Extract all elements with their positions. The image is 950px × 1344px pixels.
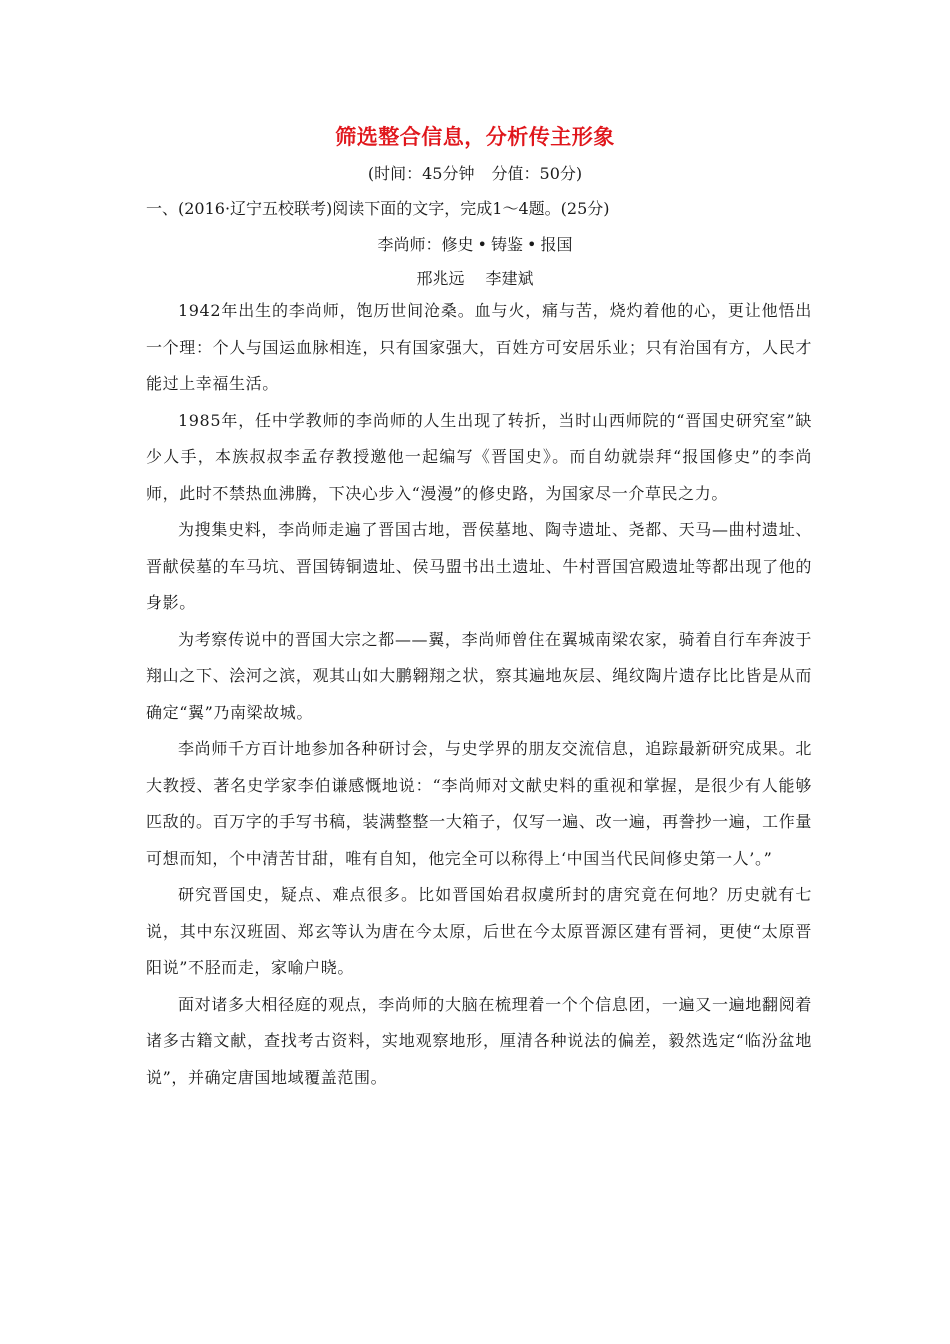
paragraph: 为考察传说中的晋国大宗之都——翼，李尚师曾住在翼城南梁农家，骑着自行车奔波于翔山之下、浍河之滨，观其山如大鹏翱翔之状，察其遍地灰层、绳纹陶片遗存比比皆是从而确定“翼”乃南梁故城。 (146, 629, 812, 722)
page-title: 筛选整合信息，分析传主形象 (335, 125, 615, 149)
paragraph: 1942年出生的李尚师，饱历世间沧桑。血与火，痛与苦，烧灼着他的心，更让他悟出一个理：个人与国运血脉相连，只有国家强大，百姓方可安居乐业；只有治国有方，人民才能过上幸福生活。 (146, 301, 812, 393)
article-authors (0, 266, 950, 289)
exam-meta (0, 161, 950, 184)
paragraph: 面对诸多大相径庭的观点，李尚师的大脑在梳理着一个个信息团，一遍又一遍地翻阅着诸多古籍文献，查找考古资料，实地观察地形，厘清各种说法的偏差，毅然选定“临汾盆地说”，并确定唐国地域覆盖范围。 (146, 994, 812, 1087)
article-title-part-2: 铸鉴 (490, 235, 523, 254)
score-value: 分值：50分) (491, 164, 583, 183)
time-limit: (时间：45分钟 (367, 164, 475, 183)
title-separator: • (527, 235, 537, 254)
article-title (0, 232, 950, 255)
author-name: 邢兆远 (416, 269, 465, 288)
article-title-part-1: 李尚师：修史 (377, 235, 474, 254)
paragraph: 为搜集史料，李尚师走遍了晋国古地，晋侯墓地、陶寺遗址、尧都、天马—曲村遗址、晋献侯墓的车马坑、晋国铸铜遗址、侯马盟书出土遗址、牛村晋国宫殿遗址等都出现了他的身影。 (146, 520, 812, 612)
section-instructions: 一、(2016·辽宁五校联考)阅读下面的文字，完成1～4题。(25分) (146, 199, 610, 218)
title-separator: • (477, 235, 487, 254)
author-name: 李建斌 (485, 269, 534, 288)
paragraph: 研究晋国史，疑点、难点很多。比如晋国始君叔虞所封的唐究竟在何地？历史就有七说，其中东汉班固、郑玄等认为唐在今太原，后世在今太原晋源区建有晋祠，更使“太原晋阳说”不胫而走，家喻户晓。 (146, 885, 812, 977)
paragraph: 李尚师千方百计地参加各种研讨会，与史学界的朋友交流信息，追踪最新研究成果。北大教授、著名史学家李伯谦感慨地说：“李尚师对文献史料的重视和掌握，是很少有人能够匹敌的。百万字的手写书稿，装满整整一大箱子，仅写一遍、改一遍，再誊抄一遍，工作量可想而知，个中清苦甘甜，唯有自知，他完全可以称得上‘中国当代民间修史第一人’。” (146, 739, 812, 868)
article-body (146, 293, 812, 1096)
article-title-part-3: 报国 (540, 235, 573, 254)
paragraph: 1985年，任中学教师的李尚师的人生出现了转折，当时山西师院的“晋国史研究室”缺少人手，本族叔叔李孟存教授邀他一起编写《晋国史》。而自幼就崇拜“报国修史”的李尚师，此时不禁热血沸腾，下决心步入“漫漫”的修史路，为国家尽一介草民之力。 (146, 410, 812, 503)
